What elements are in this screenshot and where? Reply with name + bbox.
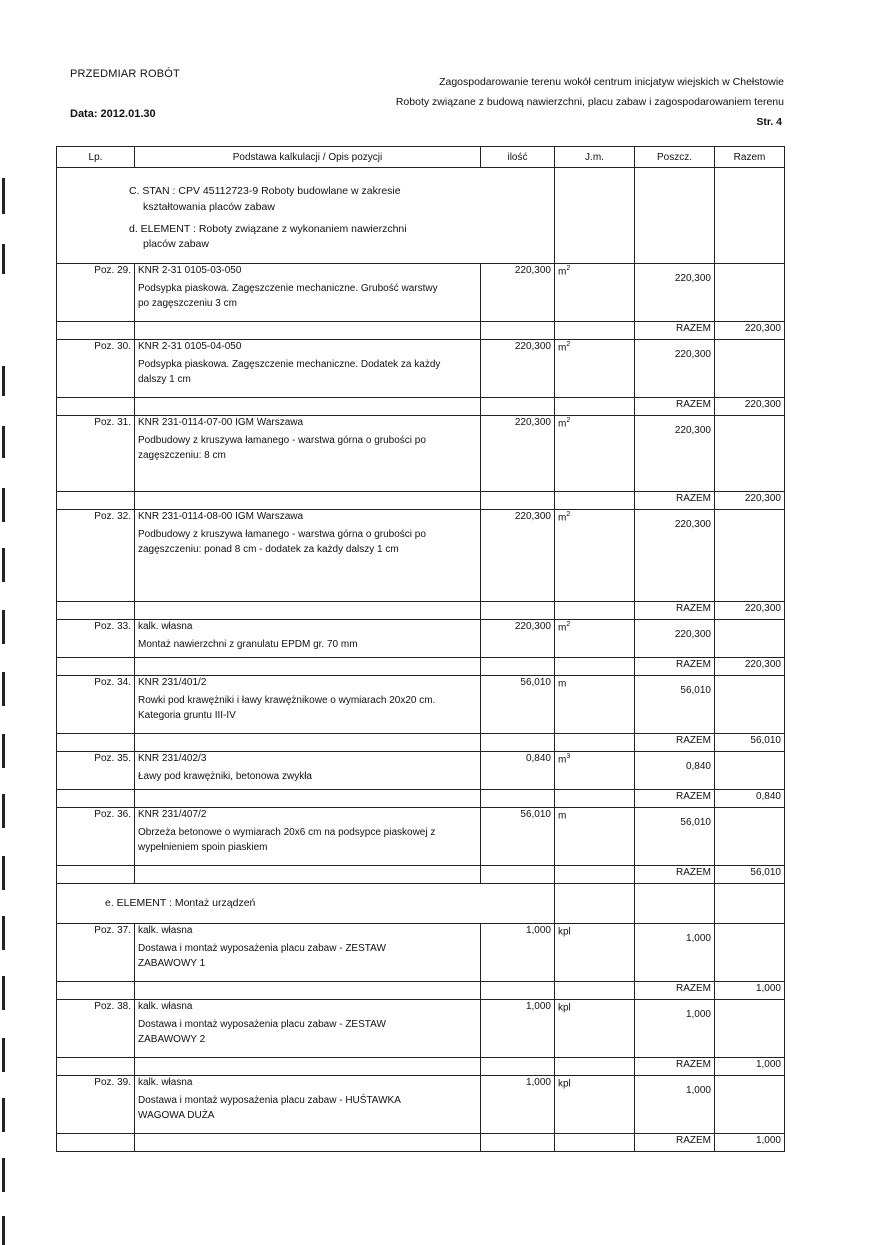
quantity: 220,300 bbox=[481, 510, 555, 602]
individual-value-text: 220,300 bbox=[674, 349, 711, 360]
table-body bbox=[57, 168, 785, 1152]
scan-mark bbox=[2, 1098, 5, 1132]
total-value: 56,010 bbox=[715, 734, 785, 752]
item-description bbox=[138, 434, 477, 463]
unit: m bbox=[558, 622, 567, 634]
total-value: 1,000 bbox=[715, 982, 785, 1000]
scan-mark bbox=[2, 488, 5, 522]
quantity: 56,010 bbox=[481, 808, 555, 866]
description-line: Podsypka piaskowa. Zagęszczenie mechaniczne. Dodatek za każdy bbox=[138, 359, 441, 370]
description-line: Kategoria gruntu III-IV bbox=[138, 709, 236, 721]
position-number: Poz. 35. bbox=[57, 752, 135, 790]
description-line: Ławy pod krawężniki, betonowa zwykła bbox=[138, 771, 312, 782]
scan-mark bbox=[2, 426, 5, 458]
unit-exponent: 2 bbox=[566, 265, 571, 272]
col-header-total: Razem bbox=[715, 147, 785, 168]
description-line: Montaż nawierzchni z granulatu EPDM gr. 70 mm bbox=[138, 639, 358, 650]
individual-value bbox=[635, 620, 715, 658]
scan-mark bbox=[2, 548, 5, 582]
unit: m bbox=[558, 418, 567, 430]
item-description bbox=[138, 942, 477, 971]
individual-value bbox=[635, 510, 715, 602]
item-description bbox=[138, 638, 477, 653]
item-description bbox=[138, 770, 477, 785]
unit-exponent: 3 bbox=[566, 753, 571, 760]
position-number: Poz. 38. bbox=[57, 1000, 135, 1058]
page-number: Str. 4 bbox=[756, 116, 782, 128]
scan-mark bbox=[2, 976, 5, 1010]
item-description-cell bbox=[135, 510, 481, 602]
item-description bbox=[138, 528, 477, 557]
total-row bbox=[57, 398, 785, 416]
description-line: zagęszczeniu: 8 cm bbox=[138, 449, 226, 461]
quantity: 220,300 bbox=[481, 264, 555, 322]
scan-mark bbox=[2, 856, 5, 890]
calculation-basis: KNR 231/402/3 bbox=[138, 753, 207, 764]
table-row bbox=[57, 416, 785, 492]
total-row bbox=[57, 790, 785, 808]
quantity: 220,300 bbox=[481, 620, 555, 658]
unit-cell bbox=[555, 1076, 635, 1134]
quantity: 1,000 bbox=[481, 1000, 555, 1058]
individual-value-text: 1,000 bbox=[685, 1085, 711, 1096]
calculation-basis: KNR 231/407/2 bbox=[138, 809, 207, 820]
scan-mark bbox=[2, 916, 5, 950]
table-header-row bbox=[57, 147, 785, 168]
item-description-cell bbox=[135, 924, 481, 982]
description-line: Dostawa i montaż wyposażenia placu zabaw - HUŚTAWKA bbox=[138, 1095, 401, 1106]
individual-value-text: 220,300 bbox=[674, 629, 711, 640]
scan-mark bbox=[2, 672, 5, 706]
scan-mark bbox=[2, 1216, 5, 1245]
table-row bbox=[57, 924, 785, 982]
project-title: Zagospodarowanie terenu wokół centrum inicjatyw wiejskich w Chełstowie bbox=[439, 76, 784, 88]
item-description-cell bbox=[135, 808, 481, 866]
scan-mark bbox=[2, 734, 5, 768]
total-value: 220,300 bbox=[715, 398, 785, 416]
description-line: Dostawa i montaż wyposażenia placu zabaw - ZESTAW bbox=[138, 943, 386, 954]
item-description-cell bbox=[135, 676, 481, 734]
quantity: 0,840 bbox=[481, 752, 555, 790]
individual-value bbox=[635, 924, 715, 982]
total-label: RAZEM bbox=[635, 790, 715, 808]
calculation-basis: kalk. własna bbox=[138, 1077, 193, 1088]
table-row bbox=[57, 808, 785, 866]
position-number: Poz. 29. bbox=[57, 264, 135, 322]
calculation-basis: kalk. własna bbox=[138, 925, 193, 936]
total-value: 220,300 bbox=[715, 322, 785, 340]
calculation-basis: KNR 231-0114-07-00 IGM Warszawa bbox=[138, 417, 304, 428]
total-value: 56,010 bbox=[715, 866, 785, 884]
total-row bbox=[57, 1058, 785, 1076]
individual-value-text: 0,840 bbox=[685, 761, 711, 772]
table-row bbox=[57, 510, 785, 602]
unit-cell bbox=[555, 676, 635, 734]
position-number: Poz. 34. bbox=[57, 676, 135, 734]
description-line: Dostawa i montaż wyposażenia placu zabaw - ZESTAW bbox=[138, 1019, 386, 1030]
table-row bbox=[57, 1076, 785, 1134]
section-row bbox=[57, 884, 785, 924]
description-line: Podbudowy z kruszywa łamanego - warstwa górna o grubości po bbox=[138, 435, 426, 446]
item-description bbox=[138, 282, 477, 311]
section-row: C. STAN : CPV 45112723-9 Roboty budowlane w zakresie kształtowania placów zabaw d. ELEMENT : Roboty związane z wykonaniem nawierzchni placów zabaw bbox=[57, 168, 785, 264]
table-row bbox=[57, 620, 785, 658]
position-number: Poz. 33. bbox=[57, 620, 135, 658]
quantity: 220,300 bbox=[481, 340, 555, 398]
individual-value-text: 220,300 bbox=[674, 425, 711, 436]
total-value: 220,300 bbox=[715, 658, 785, 676]
unit-cell bbox=[555, 264, 635, 322]
unit-exponent: 2 bbox=[566, 341, 571, 348]
col-header-quantity: ilość bbox=[481, 147, 555, 168]
total-row bbox=[57, 602, 785, 620]
position-number: Poz. 32. bbox=[57, 510, 135, 602]
item-description-cell bbox=[135, 1076, 481, 1134]
unit: kpl bbox=[558, 1002, 571, 1014]
total-row bbox=[57, 1134, 785, 1152]
individual-value bbox=[635, 264, 715, 322]
total-label: RAZEM bbox=[635, 1134, 715, 1152]
description-line: Podbudowy z kruszywa łamanego - warstwa górna o grubości po bbox=[138, 529, 426, 540]
col-header-description: Podstawa kalkulacji / Opis pozycji bbox=[135, 147, 481, 168]
individual-value bbox=[635, 752, 715, 790]
table-row bbox=[57, 676, 785, 734]
position-number: Poz. 39. bbox=[57, 1076, 135, 1134]
total-row bbox=[57, 492, 785, 510]
total-row bbox=[57, 734, 785, 752]
total-value: 0,840 bbox=[715, 790, 785, 808]
calculation-basis: KNR 231/401/2 bbox=[138, 677, 207, 688]
total-row bbox=[57, 658, 785, 676]
individual-value-text: 220,300 bbox=[674, 519, 711, 530]
unit: m bbox=[558, 342, 567, 354]
individual-value bbox=[635, 416, 715, 492]
individual-value-text: 1,000 bbox=[685, 1009, 711, 1020]
total-label: RAZEM bbox=[635, 398, 715, 416]
individual-value-text: 1,000 bbox=[685, 933, 711, 944]
total-label: RAZEM bbox=[635, 734, 715, 752]
total-label: RAZEM bbox=[635, 866, 715, 884]
scan-mark bbox=[2, 1158, 5, 1192]
unit: m bbox=[558, 810, 567, 822]
item-description-cell bbox=[135, 752, 481, 790]
col-header-unit: J.m. bbox=[555, 147, 635, 168]
unit: m bbox=[558, 754, 567, 766]
item-description bbox=[138, 826, 477, 855]
unit: kpl bbox=[558, 926, 571, 938]
table-row bbox=[57, 264, 785, 322]
total-label: RAZEM bbox=[635, 1058, 715, 1076]
item-description-cell bbox=[135, 620, 481, 658]
quantity: 1,000 bbox=[481, 924, 555, 982]
total-label: RAZEM bbox=[635, 492, 715, 510]
total-label: RAZEM bbox=[635, 322, 715, 340]
col-header-lp: Lp. bbox=[57, 147, 135, 168]
quantity: 56,010 bbox=[481, 676, 555, 734]
position-number: Poz. 31. bbox=[57, 416, 135, 492]
calculation-basis: kalk. własna bbox=[138, 1001, 193, 1012]
item-description-cell bbox=[135, 340, 481, 398]
description-line: dalszy 1 cm bbox=[138, 373, 191, 385]
calculation-basis: KNR 231-0114-08-00 IGM Warszawa bbox=[138, 511, 304, 522]
description-line: ZABAWOWY 1 bbox=[138, 957, 206, 969]
unit-exponent: 2 bbox=[566, 621, 571, 628]
total-row bbox=[57, 982, 785, 1000]
scan-mark bbox=[2, 178, 5, 214]
individual-value bbox=[635, 808, 715, 866]
calculation-basis: KNR 2-31 0105-04-050 bbox=[138, 341, 242, 352]
table-row bbox=[57, 1000, 785, 1058]
individual-value bbox=[635, 340, 715, 398]
item-description-cell bbox=[135, 1000, 481, 1058]
description-line: Obrzeża betonowe o wymiarach 20x6 cm na podsypce piaskowej z bbox=[138, 827, 436, 838]
col-header-individual: Poszcz. bbox=[635, 147, 715, 168]
total-label: RAZEM bbox=[635, 602, 715, 620]
unit-cell bbox=[555, 340, 635, 398]
item-description bbox=[138, 358, 477, 387]
document-title: PRZEDMIAR ROBÓT bbox=[70, 68, 180, 80]
unit-cell bbox=[555, 416, 635, 492]
scan-mark bbox=[2, 244, 5, 274]
item-description bbox=[138, 694, 477, 723]
total-row bbox=[57, 322, 785, 340]
description-line: zagęszczeniu: ponad 8 cm - dodatek za każdy dalszy 1 cm bbox=[138, 543, 399, 555]
individual-value-text: 56,010 bbox=[680, 685, 711, 696]
scan-mark bbox=[2, 610, 5, 644]
total-row bbox=[57, 866, 785, 884]
description-line: WAGOWA DUŻA bbox=[138, 1109, 215, 1121]
item-description-cell bbox=[135, 416, 481, 492]
document-date: Data: 2012.01.30 bbox=[70, 108, 156, 120]
project-subtitle: Roboty związane z budową nawierzchni, placu zabaw i zagospodarowaniem terenu bbox=[395, 96, 784, 108]
item-description bbox=[138, 1094, 477, 1123]
calculation-basis: KNR 2-31 0105-03-050 bbox=[138, 265, 242, 276]
bill-of-quantities-table bbox=[56, 146, 785, 1152]
table-row bbox=[57, 752, 785, 790]
item-description-cell bbox=[135, 264, 481, 322]
unit: kpl bbox=[558, 1078, 571, 1090]
position-number: Poz. 30. bbox=[57, 340, 135, 398]
scan-mark bbox=[2, 1038, 5, 1072]
individual-value bbox=[635, 1000, 715, 1058]
unit: m bbox=[558, 266, 567, 278]
unit: m bbox=[558, 678, 567, 690]
individual-value bbox=[635, 1076, 715, 1134]
item-description bbox=[138, 1018, 477, 1047]
individual-value bbox=[635, 676, 715, 734]
calculation-basis: kalk. własna bbox=[138, 621, 193, 632]
quantity: 1,000 bbox=[481, 1076, 555, 1134]
total-value: 1,000 bbox=[715, 1058, 785, 1076]
position-number: Poz. 37. bbox=[57, 924, 135, 982]
description-line: Rowki pod krawężniki i ławy krawężnikowe o wymiarach 20x20 cm. bbox=[138, 695, 436, 706]
total-value: 220,300 bbox=[715, 602, 785, 620]
description-line: wypełnieniem spoin piaskiem bbox=[138, 841, 268, 853]
unit-cell bbox=[555, 1000, 635, 1058]
total-value: 220,300 bbox=[715, 492, 785, 510]
total-label: RAZEM bbox=[635, 658, 715, 676]
unit-cell bbox=[555, 752, 635, 790]
description-line: Podsypka piaskowa. Zagęszczenie mechaniczne. Grubość warstwy bbox=[138, 283, 438, 294]
total-value: 1,000 bbox=[715, 1134, 785, 1152]
scan-mark bbox=[2, 794, 5, 828]
unit-exponent: 2 bbox=[566, 417, 571, 424]
unit-cell bbox=[555, 808, 635, 866]
total-label: RAZEM bbox=[635, 982, 715, 1000]
description-line: po zagęszczeniu 3 cm bbox=[138, 297, 237, 309]
table-row bbox=[57, 340, 785, 398]
individual-value-text: 56,010 bbox=[680, 817, 711, 828]
section-element-e: e. ELEMENT : Montaż urządzeń bbox=[105, 897, 256, 909]
unit: m bbox=[558, 512, 567, 524]
unit-exponent: 2 bbox=[566, 511, 571, 518]
quantity: 220,300 bbox=[481, 416, 555, 492]
unit-cell bbox=[555, 924, 635, 982]
section-element-d: d. ELEMENT : Roboty związane z wykonaniem nawierzchni bbox=[129, 222, 407, 235]
description-line: ZABAWOWY 2 bbox=[138, 1033, 206, 1045]
individual-value-text: 220,300 bbox=[674, 273, 711, 284]
scan-mark bbox=[2, 366, 5, 396]
unit-cell bbox=[555, 510, 635, 602]
section-stan: C. STAN : CPV 45112723-9 Roboty budowlane w zakresie bbox=[129, 185, 401, 197]
position-number: Poz. 36. bbox=[57, 808, 135, 866]
unit-cell bbox=[555, 620, 635, 658]
